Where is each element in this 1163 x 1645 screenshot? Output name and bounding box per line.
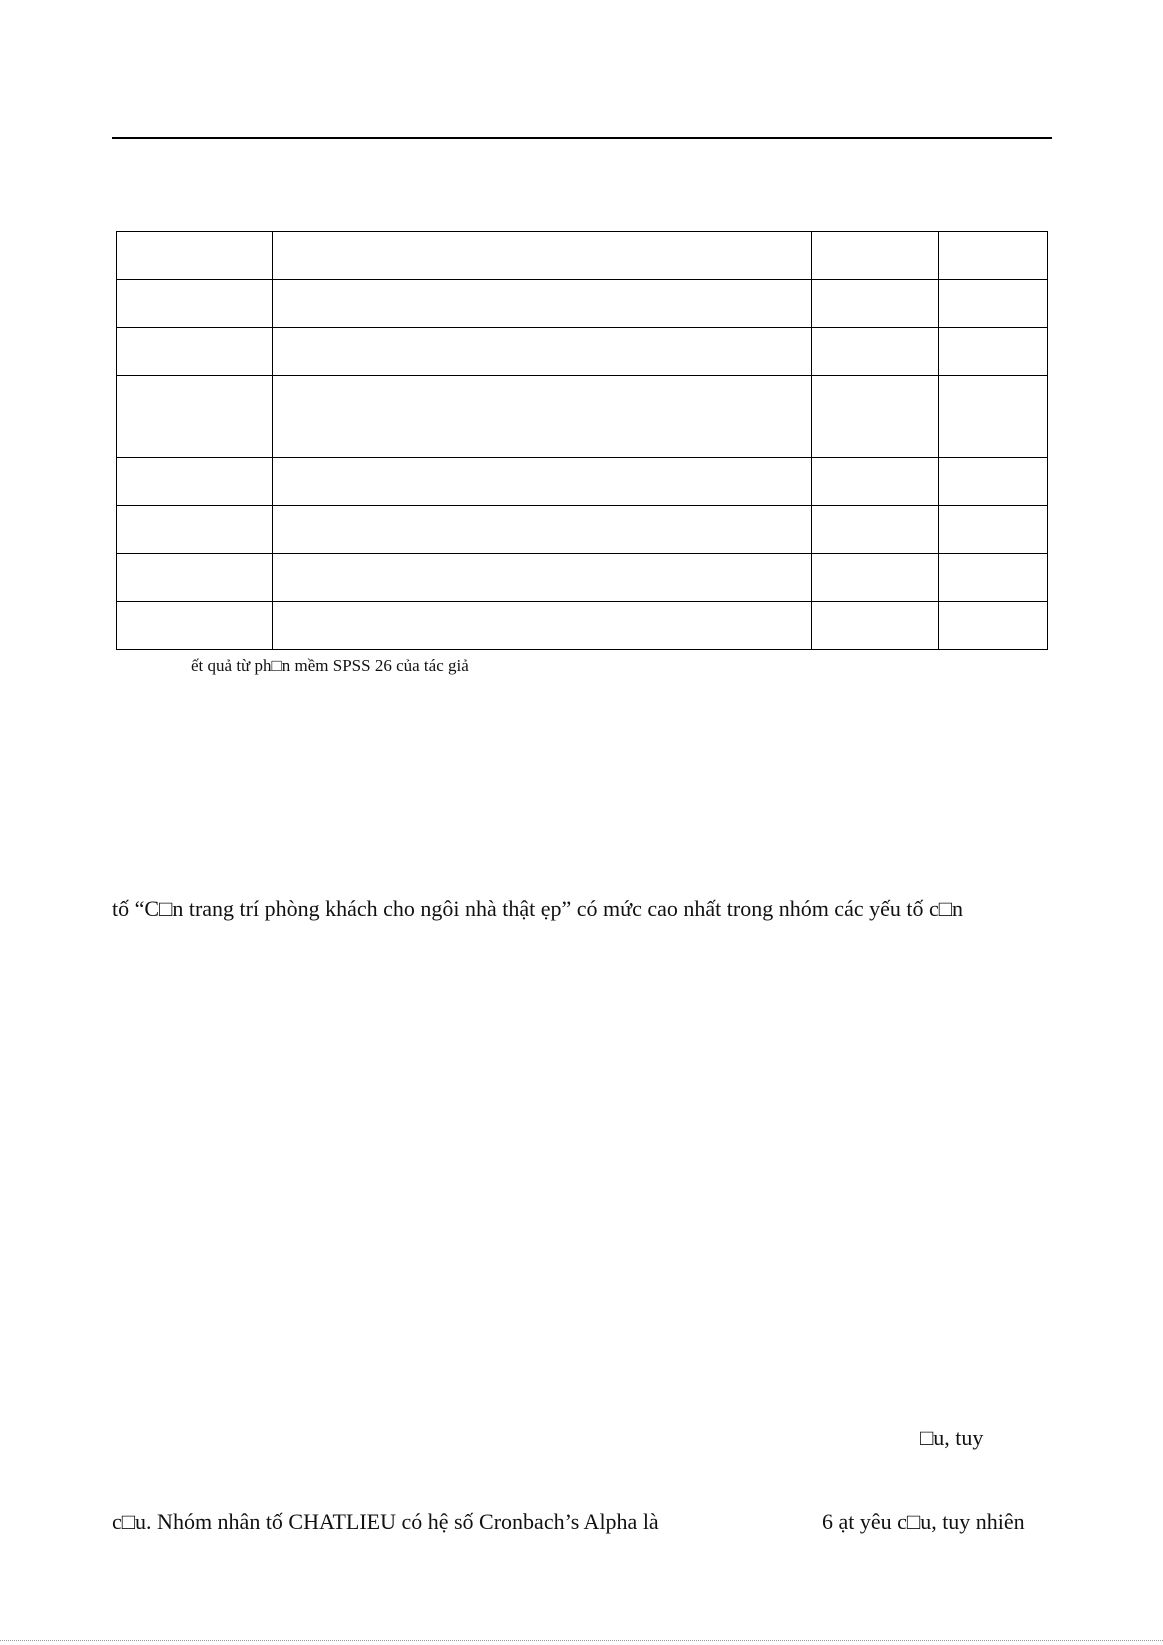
table-cell xyxy=(812,554,939,602)
paragraph-fragment: □u, tuy xyxy=(920,1425,984,1450)
table-cell xyxy=(273,280,812,328)
table-row xyxy=(117,280,1048,328)
table-cell xyxy=(273,602,812,650)
table-cell xyxy=(117,458,273,506)
table-row xyxy=(117,458,1048,506)
table-cell xyxy=(273,232,812,280)
table-cell xyxy=(812,506,939,554)
table-cell xyxy=(812,602,939,650)
table-cell xyxy=(117,280,273,328)
results-table xyxy=(116,231,1048,650)
table-row xyxy=(117,328,1048,376)
paragraph-line: tố “C□n trang trí phòng khách cho ngôi nhà thật ẹp” có mức cao nhất trong nhóm các yếu tố c□n xyxy=(112,896,964,921)
table-cell xyxy=(273,376,812,458)
header-rule xyxy=(112,137,1052,139)
table-row xyxy=(117,602,1048,650)
page-bottom-border xyxy=(0,1640,1163,1641)
table-cell xyxy=(117,328,273,376)
table-cell xyxy=(939,554,1048,602)
table-cell xyxy=(939,328,1048,376)
paragraph-line-right: 6 ạt yêu c□u, tuy nhiên xyxy=(822,1509,1025,1534)
table-cell xyxy=(812,328,939,376)
table-cell xyxy=(273,328,812,376)
table-cell xyxy=(812,376,939,458)
table-cell xyxy=(812,458,939,506)
table-cell xyxy=(812,232,939,280)
table-cell xyxy=(117,232,273,280)
table-cell xyxy=(939,602,1048,650)
table-row xyxy=(117,554,1048,602)
table-cell xyxy=(117,506,273,554)
table-source-note: ết quả từ ph□n mềm SPSS 26 của tác giả xyxy=(191,656,469,675)
table-cell xyxy=(939,232,1048,280)
table-cell xyxy=(273,458,812,506)
table-cell xyxy=(117,602,273,650)
table-cell xyxy=(939,506,1048,554)
table-cell xyxy=(117,376,273,458)
paragraph-line-left: c□u. Nhóm nhân tố CHATLIEU có hệ số Cronbach’s Alpha là xyxy=(112,1509,659,1534)
table-cell xyxy=(117,554,273,602)
table-row xyxy=(117,506,1048,554)
table-cell xyxy=(939,376,1048,458)
table-row xyxy=(117,232,1048,280)
table-row xyxy=(117,376,1048,458)
table-cell xyxy=(939,458,1048,506)
table-cell xyxy=(273,506,812,554)
table-cell xyxy=(812,280,939,328)
table-cell xyxy=(273,554,812,602)
table-cell xyxy=(939,280,1048,328)
